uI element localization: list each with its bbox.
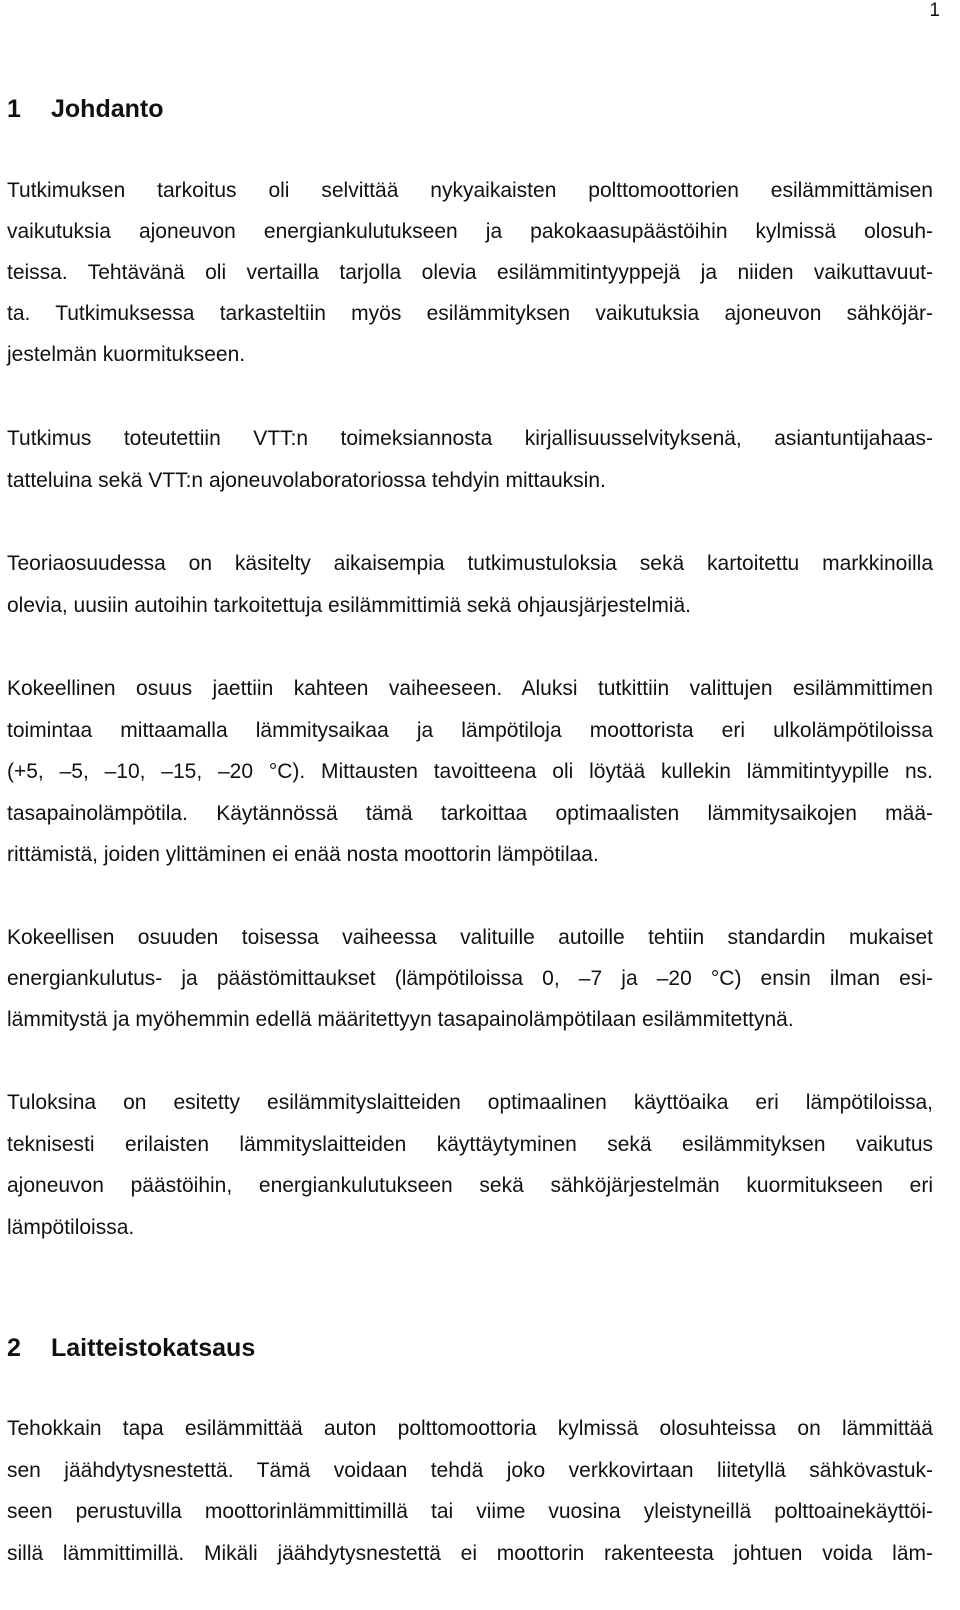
section-title: Laitteistokatsaus <box>51 1334 256 1362</box>
section-heading <box>7 94 164 124</box>
text-line: Kokeellisen osuuden toisessa vaiheessa valituille autoille tehtiin standardin mukaiset <box>7 926 933 949</box>
text-line: energiankulutus- ja päästömittaukset (lämpötiloissa 0, –7 ja –20 °C) ensin ilman esi- <box>7 967 933 990</box>
text-line: jestelmän kuormitukseen. <box>7 343 246 366</box>
page-number: 1 <box>929 0 940 21</box>
text-line: (+5, –5, –10, –15, –20 °C). Mittausten tavoitteena oli löytää kullekin lämmitintyypille ns. <box>7 760 933 783</box>
text-line: Tehokkain tapa esilämmittää auton polttomoottoria kylmissä olosuhteissa on lämmittää <box>7 1417 933 1440</box>
text-line: teknisesti erilaisten lämmityslaitteiden käyttäytyminen sekä esilämmityksen vaikutus <box>7 1133 933 1156</box>
section-number: 2 <box>7 1334 21 1362</box>
text-line: tasapainolämpötila. Käytännössä tämä tarkoittaa optimaalisten lämmitysaikojen mää- <box>7 802 933 825</box>
section-number: 1 <box>7 95 21 123</box>
text-line: teissa. Tehtävänä oli vertailla tarjolla olevia esilämmitintyyppejä ja niiden vaikuttavuut- <box>7 261 933 284</box>
text-line: Teoriaosuudessa on käsitelty aikaisempia tutkimustuloksia sekä kartoitettu markkinoilla <box>7 552 933 575</box>
text-line: Tutkimus toteutettiin VTT:n toimeksiannosta kirjallisuusselvityksenä, asiantuntijahaas- <box>7 427 933 450</box>
text-line: rittämistä, joiden ylittäminen ei enää nosta moottorin lämpötilaa. <box>7 843 599 866</box>
section-heading <box>7 1333 255 1363</box>
text-line: toimintaa mittaamalla lämmitysaikaa ja lämpötiloja moottorista eri ulkolämpötiloissa <box>7 719 933 742</box>
text-line: lämmitystä ja myöhemmin edellä määritettyyn tasapainolämpötilaan esilämmitettynä. <box>7 1008 794 1031</box>
text-line: lämpötiloissa. <box>7 1216 135 1239</box>
text-line: sen jäähdytysnestettä. Tämä voidaan tehdä joko verkkovirtaan liitetyllä sähkövastuk- <box>7 1459 933 1482</box>
text-line: tatteluina sekä VTT:n ajoneuvolaboratoriossa tehdyin mittauksin. <box>7 469 606 492</box>
text-line: sillä lämmittimillä. Mikäli jäähdytysnestettä ei moottorin rakenteesta johtuen voida läm- <box>7 1542 933 1565</box>
text-line: olevia, uusiin autoihin tarkoitettuja esilämmittimiä sekä ohjausjärjestelmiä. <box>7 594 691 617</box>
text-line: ajoneuvon päästöihin, energiankulutukseen sekä sähköjärjestelmän kuormitukseen eri <box>7 1174 933 1197</box>
text-line: Kokeellinen osuus jaettiin kahteen vaiheeseen. Aluksi tutkittiin valittujen esilämmittimen <box>7 677 933 700</box>
section-title: Johdanto <box>51 95 164 123</box>
text-line: vaikutuksia ajoneuvon energiankulutukseen ja pakokaasupäästöihin kylmissä olosuh- <box>7 220 933 243</box>
text-line: Tutkimuksen tarkoitus oli selvittää nykyaikaisten polttomoottorien esilämmittämisen <box>7 179 933 202</box>
text-line: ta. Tutkimuksessa tarkasteltiin myös esilämmityksen vaikutuksia ajoneuvon sähköjär- <box>7 302 933 325</box>
text-line: Tuloksina on esitetty esilämmityslaitteiden optimaalinen käyttöaika eri lämpötiloissa, <box>7 1091 933 1114</box>
text-line: seen perustuvilla moottorinlämmittimillä tai viime vuosina yleistyneillä polttoainekäyttöi- <box>7 1500 933 1523</box>
